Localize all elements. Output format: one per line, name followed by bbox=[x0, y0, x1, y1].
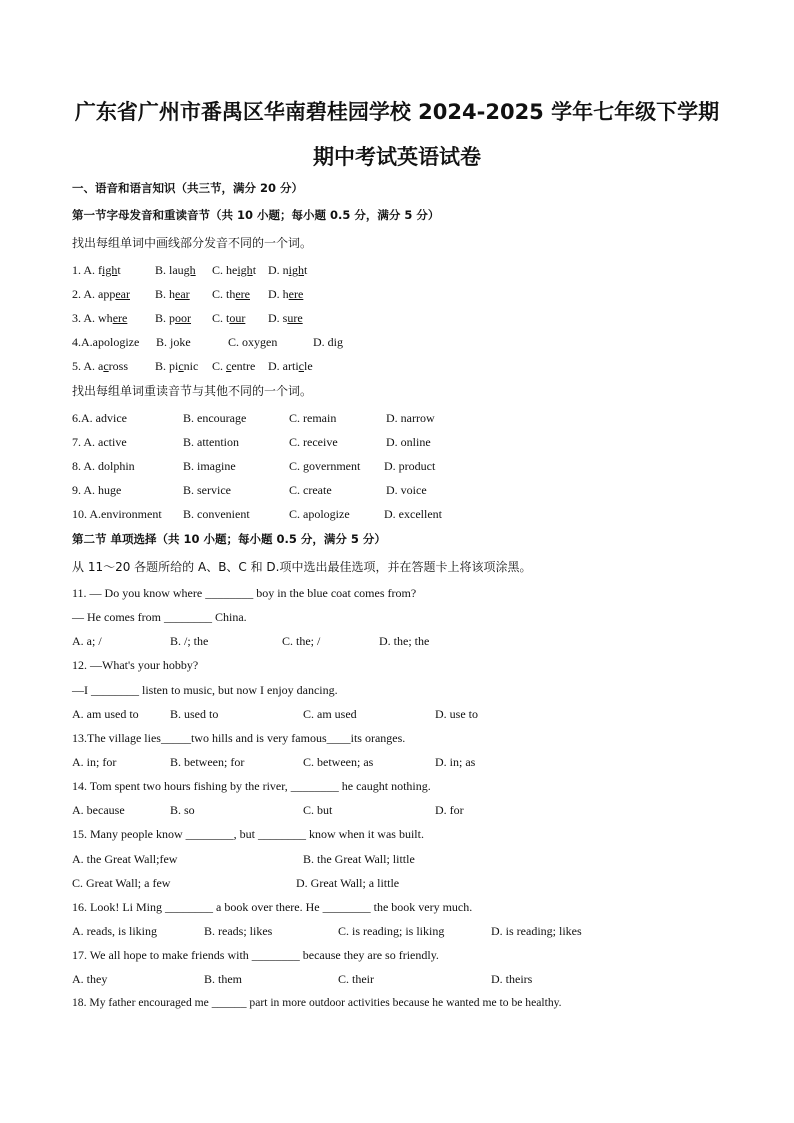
question-15: 15. Many people know ________, but ________ know when it was built. bbox=[72, 827, 424, 841]
exam-title-line1: 广东省广州市番禺区华南碧桂园学校 2024-2025 学年七年级下学期 bbox=[74, 100, 720, 124]
question-18: 18. My father encouraged me ______ part in more outdoor activities because he wanted me to be healthy. bbox=[72, 996, 562, 1009]
question-17: 17. We all hope to make friends with ________ because they are so friendly. bbox=[72, 948, 439, 962]
question-11-reply: — He comes from ________ China. bbox=[72, 610, 247, 624]
section1-heading: 一、语音和语言知识（共三节，满分 20 分） bbox=[72, 181, 304, 195]
instruction-stress: 找出每组单词重读音节与其他不同的一个词。 bbox=[72, 384, 313, 398]
exam-title-line2: 期中考试英语试卷 bbox=[313, 145, 481, 169]
question-14: 14. Tom spent two hours fishing by the river, ________ he caught nothing. bbox=[72, 779, 431, 793]
question-12-prompt: 12. —What's your hobby? bbox=[72, 658, 199, 672]
section2-heading: 第二节 单项选择（共 10 小题；每小题 0.5 分，满分 5 分） bbox=[72, 532, 386, 546]
exam-page: 广东省广州市番禺区华南碧桂园学校 2024-2025 学年七年级下学期 期中考试英语试卷 一、语音和语言知识（共三节，满分 20 分） 第一节字母发音和重读音节（共 10 小题；每小题 0.5 分，满分 5 分） 找出每组单词中画线部分发音不同的一个词。 1. A. fight B. laugh C. height D. night 2. A. appear B. hear C. there D. here 3. A. where B. poor C. tour D. sure 4.A.apologize B. joke C. oxygen D. dig 5. A. across B. picnic C. centre D. article 找出每组单词重读音节与其他不同的一个词。 6.A. advice B. encourage C. remain D. narrow 7. A. active B. attention C. receive D. online 8. A. dolphin B. imagine C. government D. product 9. A. huge B. service C. create D. voice 10. A.environment B. convenient C. apologize D. excellent 第二节 单项选择（共 10 小题；每小题 0.5 分，满分 5 分） 从 11～20 各题所给的 A、B、C 和 D.项中选出最佳选项，并在答题卡上将该项涂黑。 11. — Do you know where ________ boy in the blue coat comes from? — He comes from ________ China. A. a; / B. /; the C. the; / D. the; the 12. —What's your hobby? —I ________ listen to music, but now I enjoy dancing. A. am used to B. used to C. am used D. use to 13.The village lies_____two hills and is very famous____its oranges. A. in; for B. between; for C. between; as D. in; as 14. Tom spent two hours fishing by the river, ________ he caught nothing. A. because B. so C. but D. for 15. Many people know ________, but ________ know when it was built. A. the Great Wall;few B. the Great Wall; little C. Great Wall; a few D. Great Wall; a little 16. Look! Li Ming ________ a book over there. He ________ the book very much. A. reads, is liking B. reads; likes C. is reading; is liking D. is reading; likes 17. We all hope to make friends with ________ because they are so friendly. A. they B. them C. their D. theirs 18. My father encouraged me ______ part in more outdoor activities because he wanted me to be healthy. bbox=[0, 0, 794, 1123]
question-16: 16. Look! Li Ming ________ a book over there. He ________ the book very much. bbox=[72, 900, 473, 914]
question-13: 13.The village lies_____two hills and is very famous____its oranges. bbox=[72, 731, 406, 745]
question-11-prompt: 11. — Do you know where ________ boy in the blue coat comes from? bbox=[72, 586, 417, 600]
question-12-reply: —I ________ listen to music, but now I enjoy dancing. bbox=[72, 683, 338, 697]
part1-heading: 第一节字母发音和重读音节（共 10 小题；每小题 0.5 分，满分 5 分） bbox=[72, 208, 440, 222]
instruction-underline: 找出每组单词中画线部分发音不同的一个词。 bbox=[72, 236, 313, 250]
section2-instruction: 从 11～20 各题所给的 A、B、C 和 D.项中选出最佳选项，并在答题卡上将该项涂黑。 bbox=[72, 560, 532, 574]
